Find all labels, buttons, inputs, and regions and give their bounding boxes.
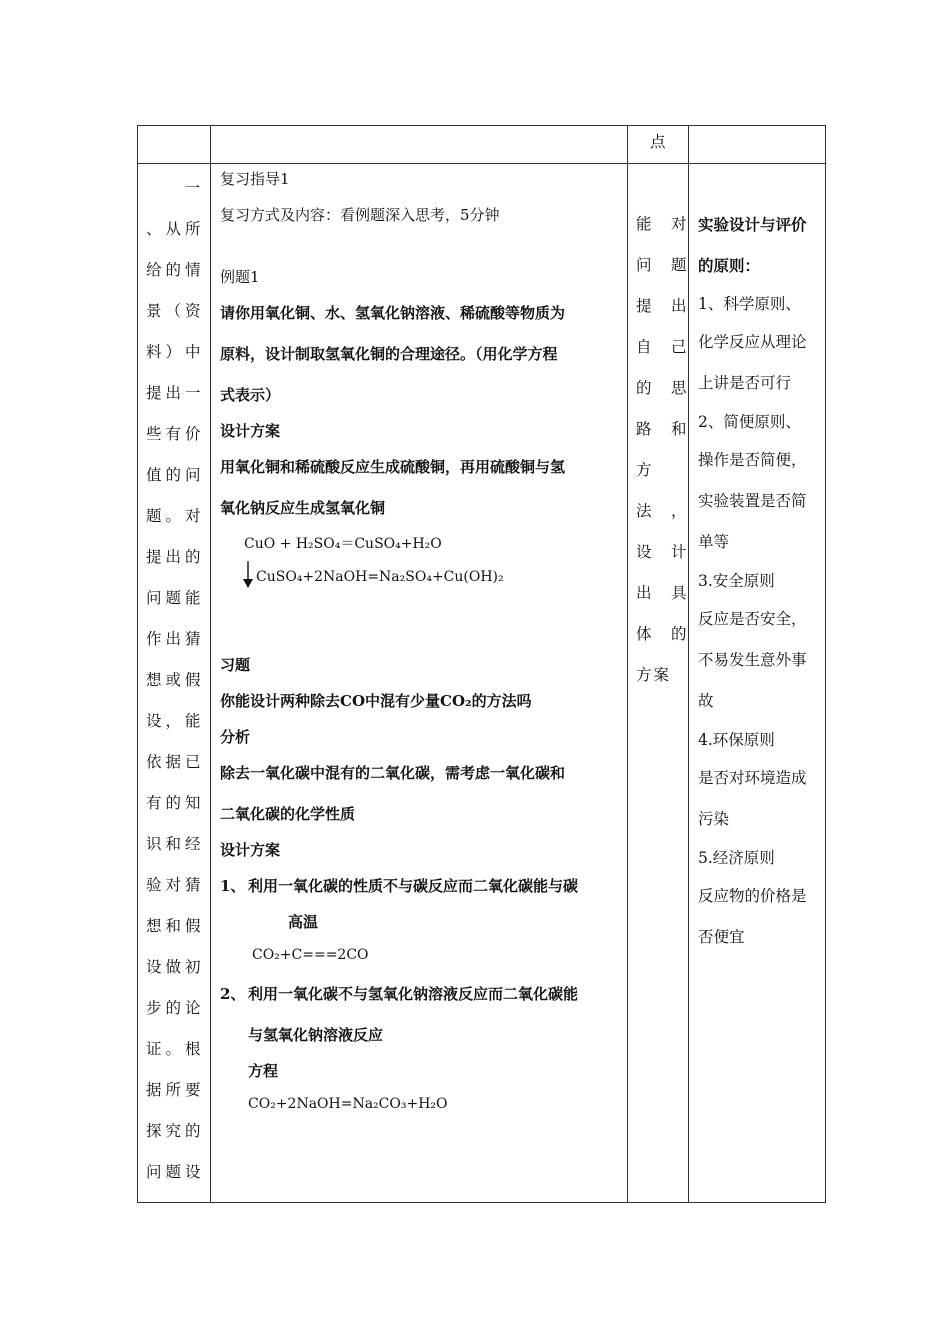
lesson-table: [137, 125, 826, 1203]
principles-title-line1: 实验设计与评价: [698, 215, 807, 234]
ability-line: 的 思: [636, 379, 689, 397]
principle-line: 反应是否安全，: [698, 610, 807, 628]
principle-line: 故: [698, 692, 714, 710]
objective-line: 题。对: [146, 507, 205, 525]
objective-line: 据所要: [146, 1081, 205, 1099]
method2-equation: CO₂+2NaOH=Na₂CO₃+H₂O: [248, 1096, 448, 1112]
principle-line: 是否对环境造成: [698, 769, 807, 787]
objective-line: 提出一: [146, 384, 205, 402]
ability-line: 自 己: [636, 338, 689, 356]
objective-column: [146, 168, 204, 1193]
design-title: 设计方案: [220, 422, 281, 440]
analysis-line1: 除去一氧化碳中混有的二氧化碳，需考虑一氧化碳和: [220, 764, 566, 782]
principle-line: 操作是否简便，: [698, 451, 807, 469]
objective-line: 料）中: [146, 343, 205, 361]
method2-number: 2、: [220, 985, 246, 1003]
guide-method: 复习方式及内容：看例题深入思考，5分钟: [220, 206, 500, 224]
objective-line: 依据已: [146, 753, 205, 771]
exercise-title: 习题: [220, 656, 251, 674]
design2-title: 设计方案: [220, 841, 281, 859]
example-question-line2: 原料，设计制取氢氧化铜的合理途径。（用化学方程: [220, 345, 558, 363]
objective-line: 识和经: [146, 835, 205, 853]
principles-column: [698, 204, 824, 958]
ability-line: 出 具: [636, 584, 689, 602]
col-divider-1: [210, 126, 211, 1202]
arrow-down-icon: [242, 561, 254, 589]
ability-line: 体 的: [636, 625, 689, 643]
principle-line: 化学反应从理论: [698, 333, 807, 351]
objective-line: 提出的: [146, 548, 205, 566]
ability-line: 方: [636, 461, 654, 479]
analysis-title: 分析: [220, 728, 251, 746]
principle-line: 上讲是否可行: [698, 374, 792, 392]
objective-line: 有的知: [146, 794, 205, 812]
example-question-line3: 式表示）: [220, 386, 281, 404]
objective-line: 想或假: [146, 671, 205, 689]
objective-line: 给的情: [146, 261, 205, 279]
principle-line: 3.安全原则: [698, 572, 775, 590]
ability-line: 问 题: [636, 256, 689, 274]
method2-label: 方程: [248, 1062, 279, 1080]
objective-line: 设，能: [146, 712, 205, 730]
objective-line: 探究的: [146, 1122, 205, 1140]
principle-line: 污染: [698, 810, 730, 828]
objective-line: 景（资: [146, 302, 205, 320]
principles-title-line2: 的原则：: [698, 256, 761, 275]
objective-line: 一: [184, 179, 204, 197]
ability-line: 路 和: [636, 420, 689, 438]
ability-line: 能 对: [636, 215, 689, 233]
objective-line: 证。根: [146, 1040, 205, 1058]
principle-line: 4.环保原则: [698, 731, 775, 749]
principles-list: [698, 286, 824, 958]
principle-line: 5.经济原则: [698, 849, 775, 867]
equation-2: CuSO₄+2NaOH=Na₂SO₄+Cu(OH)₂: [256, 569, 504, 585]
example-question-line1: 请你用氧化铜、水、氢氧化钠溶液、稀硫酸等物质为: [220, 304, 566, 322]
principle-line: 不易发生意外事: [698, 651, 807, 669]
objective-line: 问题设: [146, 1163, 205, 1181]
objective-line: 设做初: [146, 958, 205, 976]
objective-line: 验对猜: [146, 876, 205, 894]
header-divider: [138, 163, 825, 164]
objective-line: 步的论: [146, 999, 205, 1017]
ability-line: 提 出: [636, 297, 689, 315]
equation-1: CuO + H₂SO₄＝CuSO₄+H₂O: [244, 536, 442, 552]
guide-title: 复习指导1: [220, 170, 290, 188]
ability-column: [636, 204, 692, 696]
objective-line: 想和假: [146, 917, 205, 935]
method2-text-line2: 与氢氧化钠溶液反应: [248, 1026, 384, 1044]
ability-line: 设 计: [636, 543, 689, 561]
analysis-line2: 二氧化碳的化学性质: [220, 805, 356, 823]
design-line1: 用氧化铜和稀硫酸反应生成硫酸铜，再用硫酸铜与氢: [220, 458, 566, 476]
col-divider-2: [627, 126, 628, 1202]
ability-line: 方案: [636, 666, 672, 684]
objective-line: 、从所: [146, 220, 205, 238]
principle-line: 反应物的价格是: [698, 887, 807, 905]
exercise-question: 你能设计两种除去CO中混有少量CO₂的方法吗: [220, 692, 532, 710]
objective-line: 问题能: [146, 589, 205, 607]
principle-line: 单等: [698, 533, 730, 551]
method1-number: 1、: [220, 877, 246, 895]
design-line2: 氧化钠反应生成氢氧化铜: [220, 499, 386, 517]
objective-line: 作出猜: [146, 630, 205, 648]
principle-line: 2、简便原则、: [698, 413, 801, 431]
principle-line: 实验装置是否简: [698, 492, 807, 510]
objective-line: 值的问: [146, 466, 205, 484]
header-col3-text: 点: [650, 133, 666, 151]
principle-line: 1、科学原则、: [698, 295, 801, 313]
method1-text: 利用一氧化碳的性质不与碳反应而二氧化碳能与碳: [248, 877, 579, 895]
example-title: 例题1: [220, 268, 260, 286]
method1-equation: CO₂+C===2CO: [252, 947, 369, 963]
method1-condition: 高温: [288, 913, 319, 931]
ability-line: 法 ，: [636, 502, 689, 520]
objective-line: 些有价: [146, 425, 205, 443]
principle-line: 否便宜: [698, 928, 745, 946]
method2-text-line1: 利用一氧化碳不与氢氧化钠溶液反应而二氧化碳能: [248, 985, 579, 1003]
